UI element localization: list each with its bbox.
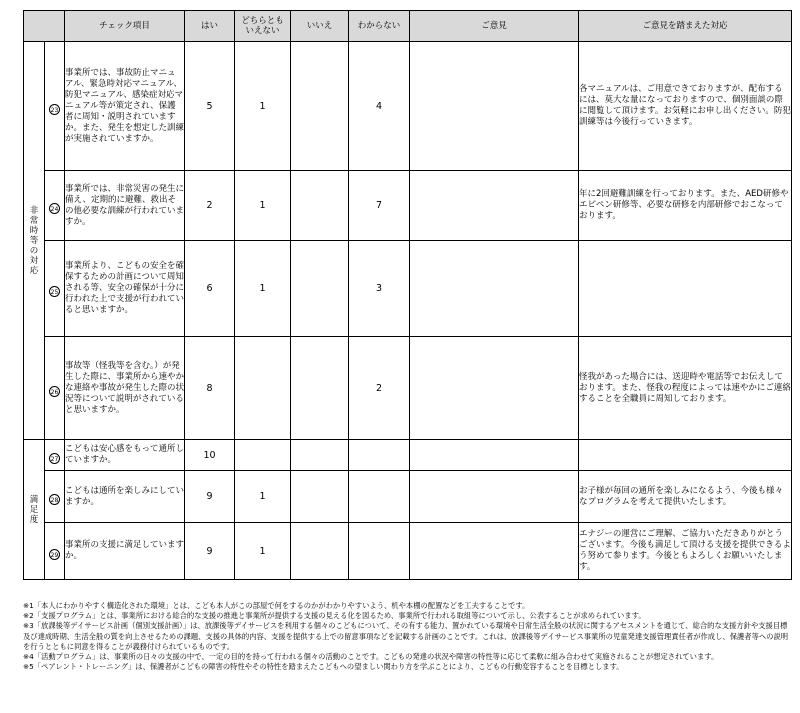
response-cell: エナジーの運営にご理解、ご協力いただきありがとうございます。今後も満足して頂ける支援を提供できるよう努めて参ります。今後ともよろしくお願いいたします。 xyxy=(579,523,792,580)
count-neither: 1 xyxy=(235,471,291,523)
count-neither: 1 xyxy=(235,42,291,171)
response-cell: お子様が毎回の通所を楽しみになるよう、今後も様々なプログラムを考えて提供いたします。 xyxy=(579,471,792,523)
opinion-cell xyxy=(410,471,579,523)
row-number: 25 xyxy=(49,286,60,297)
count-unknown: 3 xyxy=(349,241,410,337)
table-row xyxy=(24,42,792,171)
row-number: 26 xyxy=(49,386,60,397)
count-neither: 1 xyxy=(235,241,291,337)
header-opinion: ご意見 xyxy=(410,11,579,42)
header-response: ご意見を踏まえた対応 xyxy=(579,11,792,42)
footnote-5: ※5「ペアレント・トレーニング」は、保護者がこどもの障害の特性やその特性を踏まえたこどもへの望ましい関わり方を学ぶことにより、こどもの行動変容することを目標とします。 xyxy=(23,662,624,672)
count-yes: 9 xyxy=(185,471,235,523)
table-row xyxy=(24,471,792,523)
footnote-2: ※2「支援プログラム」とは、事業所における総合的な支援の推進と事業所が提供する支援の見える化を図るため、事業所で行われる取組等について示し、公表することが求められています。 xyxy=(23,611,646,621)
check-item: 事業所では、非常災害の発生に備え、定期的に避難、救出その他必要な訓練が行われていますか。 xyxy=(65,171,185,241)
table-row xyxy=(24,337,792,440)
count-no xyxy=(291,241,349,337)
count-no xyxy=(291,471,349,523)
count-yes: 8 xyxy=(185,337,235,440)
check-item: 事業所の支援に満足していますか。 xyxy=(65,523,185,580)
row-number: 29 xyxy=(49,549,60,560)
table-row xyxy=(24,523,792,580)
response-cell: 怪我があった場合には、送迎時や電話等でお伝えしております。また、怪我の程度によっては速やかにご連絡することを全職員に周知しております。 xyxy=(579,337,792,440)
count-no xyxy=(291,337,349,440)
table-row xyxy=(24,171,792,241)
group-emergency: 非常時等の対応 xyxy=(24,42,45,440)
opinion-cell xyxy=(410,440,579,471)
opinion-cell xyxy=(410,523,579,580)
opinion-cell xyxy=(410,241,579,337)
count-yes: 5 xyxy=(185,42,235,171)
check-item: こどもは通所を楽しみにしていますか。 xyxy=(65,471,185,523)
count-no xyxy=(291,440,349,471)
survey-table xyxy=(23,10,792,580)
count-yes: 9 xyxy=(185,523,235,580)
opinion-cell xyxy=(410,337,579,440)
count-neither: 1 xyxy=(235,523,291,580)
table-row xyxy=(24,440,792,471)
count-neither: 1 xyxy=(235,171,291,241)
count-neither xyxy=(235,440,291,471)
response-cell xyxy=(579,241,792,337)
count-no xyxy=(291,523,349,580)
footnote-4: ※4「活動プログラム」は、事業所の日々の支援の中で、一定の目的を持って行われる個々の活動のことです。こどもの発達の状況や障害の特性等に応じて柔軟に組み合わせて実施されることが想定されています。 xyxy=(23,652,719,662)
count-yes: 2 xyxy=(185,171,235,241)
count-unknown xyxy=(349,440,410,471)
response-cell: 年に2回避難訓練を行っております。また、AED研修やエピペン研修等、必要な研修を内部研修でおこなっております。 xyxy=(579,171,792,241)
count-yes: 10 xyxy=(185,440,235,471)
header-yes: はい xyxy=(185,11,235,42)
footnote-3: ※3「放課後等デイサービス計画（個別支援計画）」は、放課後等デイサービスを利用する個々のこどもについて、その有する能力、置かれている環境や日常生活全般の状況に関するアセスメントを通じて、総合的な支援方針や支援目標及び達成時期、生活全般の質を向上させるための課題、支援の具体的内容、支援を提供する上での留意事項などを記載する計画のことです。これは、放課後等デイサービス事業所の児童発達支援管理責任者が作成し、保護者等への説明を行うとともに同意を得ることが義務付けられているものです。 xyxy=(23,621,789,651)
count-unknown xyxy=(349,523,410,580)
row-number: 24 xyxy=(49,203,60,214)
response-cell: 各マニュアルは、ご用意できておりますが、配布するには、莫大な量になっておりますので、個別面談の際に閲覧して頂けます。お気軽にお申し出ください。防犯訓練等は今後行っていきます。 xyxy=(579,42,792,171)
header-no: いいえ xyxy=(291,11,349,42)
check-item: 事業所では、事故防止マニュアル、緊急時対応マニュアル、防犯マニュアル、感染症対応マニュアル等が策定され、保護者に周知・説明されていますか。また、発生を想定した訓練が実施されていますか。 xyxy=(65,42,185,171)
opinion-cell xyxy=(410,42,579,171)
check-item: 事業所より、こどもの安全を確保するための計画について周知される等、安全の確保が十分に行われた上で支援が行われていると思いますか。 xyxy=(65,241,185,337)
check-item: 事故等（怪我等を含む。）が発生した際に、事業所から速やかな連絡や事故が発生した際の状況等について説明がされていると思いますか。 xyxy=(65,337,185,440)
check-item: こどもは安心感をもって通所していますか。 xyxy=(65,440,185,471)
response-cell xyxy=(579,440,792,471)
count-no xyxy=(291,171,349,241)
count-unknown xyxy=(349,471,410,523)
row-number: 23 xyxy=(49,104,60,115)
table-row xyxy=(24,241,792,337)
row-number: 28 xyxy=(49,494,60,505)
group-satisfaction: 満足度 xyxy=(24,440,45,580)
header-unknown: わからない xyxy=(349,11,410,42)
footnote-1: ※1「本人にわかりやすく構造化された環境」とは、こども本人がこの部屋で何をするのかがわかりやすいよう、机や本棚の配置などを工夫することです。 xyxy=(23,601,530,610)
count-unknown: 4 xyxy=(349,42,410,171)
count-unknown: 7 xyxy=(349,171,410,241)
opinion-cell xyxy=(410,171,579,241)
count-no xyxy=(291,42,349,171)
header-row xyxy=(24,11,792,42)
count-yes: 6 xyxy=(185,241,235,337)
header-neither: どちらとも いえない xyxy=(235,11,291,42)
count-neither xyxy=(235,337,291,440)
footnotes xyxy=(23,601,793,672)
header-item: チェック項目 xyxy=(65,11,185,42)
count-unknown: 2 xyxy=(349,337,410,440)
row-number: 27 xyxy=(49,453,60,464)
header-blank xyxy=(24,11,65,42)
